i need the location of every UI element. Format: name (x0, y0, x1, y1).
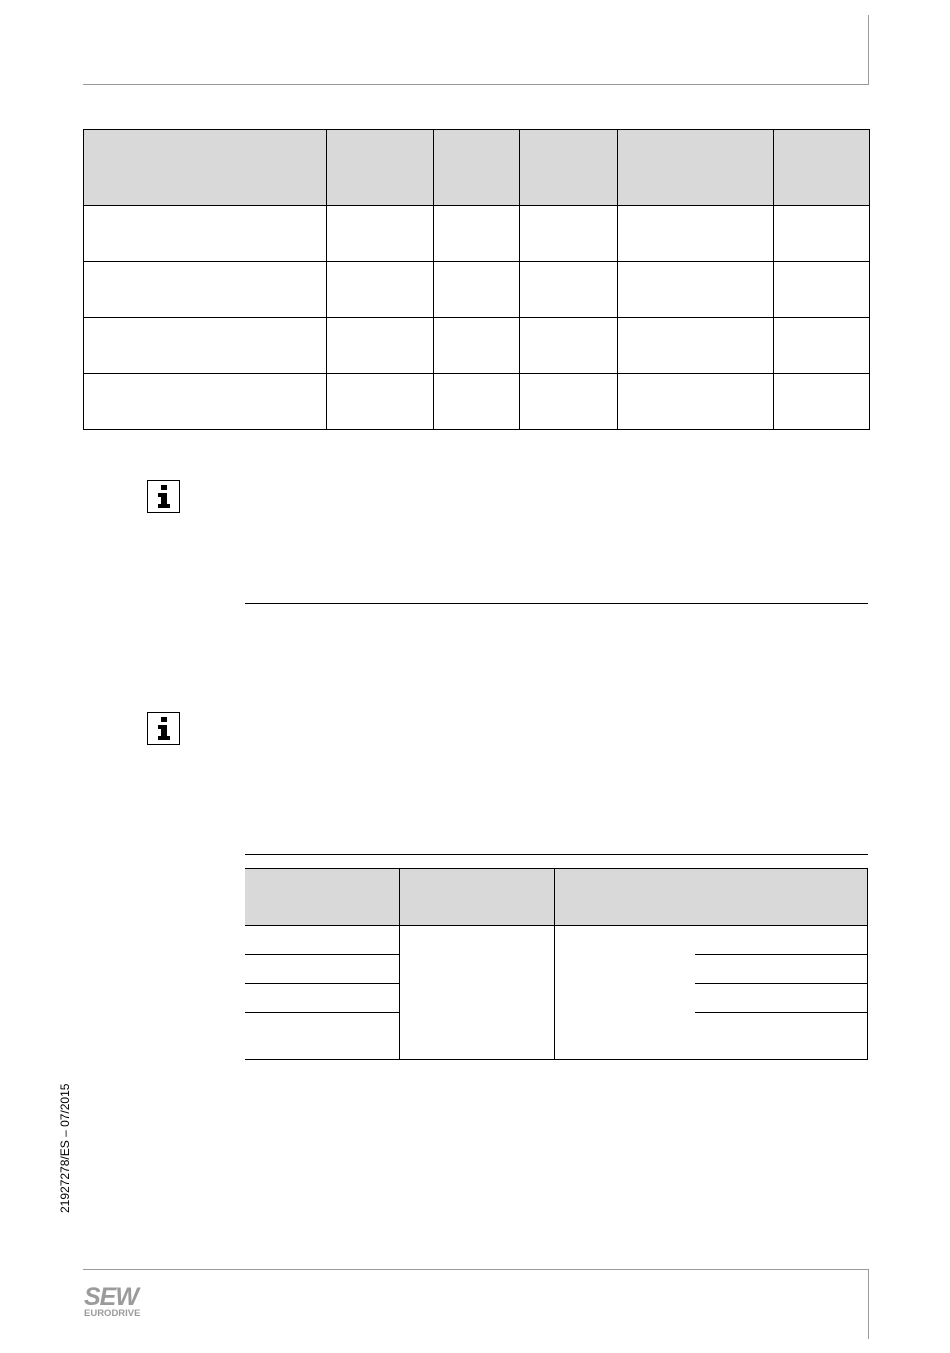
header-side-rule (868, 15, 869, 85)
table-cell (327, 318, 434, 374)
table-line (245, 1012, 399, 1013)
header-cell (520, 130, 618, 206)
table-cell (84, 262, 327, 318)
svg-text:EURODRIVE: EURODRIVE (84, 1308, 141, 1319)
table-cell (434, 262, 520, 318)
table-cell (618, 206, 774, 262)
header-cell (555, 868, 868, 925)
table-line (867, 868, 868, 1060)
header-cell (434, 130, 520, 206)
data-table-2 (245, 868, 868, 1060)
data-table-1 (83, 129, 870, 430)
header-cell (84, 130, 327, 206)
table-cell (84, 206, 327, 262)
footer-rule (83, 1269, 869, 1270)
table-row (84, 318, 870, 374)
svg-text:SEW: SEW (84, 1283, 138, 1311)
document-code: 21927278/ES – 07/2015 (58, 1083, 72, 1213)
sew-eurodrive-logo (83, 1283, 155, 1319)
table-cell (618, 262, 774, 318)
table-line (695, 983, 868, 984)
table-line (399, 868, 400, 1060)
table-line (245, 1059, 868, 1060)
table-row (84, 206, 870, 262)
table-line (695, 954, 868, 955)
header-cell (618, 130, 774, 206)
table-cell (774, 262, 870, 318)
info-glyph (156, 485, 172, 509)
header-cell (400, 868, 554, 925)
table-cell (434, 374, 520, 430)
table-cell (618, 374, 774, 430)
table-cell (327, 206, 434, 262)
table-cell (434, 206, 520, 262)
table-line (554, 868, 555, 1060)
footer-side-rule (868, 1269, 869, 1339)
header-cell (774, 130, 870, 206)
table-cell (774, 206, 870, 262)
table-cell (84, 374, 327, 430)
table-cell (774, 318, 870, 374)
info-icon (147, 712, 180, 745)
table-line (695, 1012, 868, 1013)
header-rule (83, 84, 869, 85)
section-rule (245, 603, 868, 604)
table-row (84, 262, 870, 318)
table-line (245, 868, 868, 869)
table-cell (84, 318, 327, 374)
info-glyph (156, 717, 172, 741)
table-cell (520, 374, 618, 430)
table-row (84, 374, 870, 430)
table-line (245, 954, 399, 955)
table-cell (618, 318, 774, 374)
table-cell (327, 374, 434, 430)
table-cell (434, 318, 520, 374)
table-cell (520, 206, 618, 262)
table-cell (327, 262, 434, 318)
table-header-row (84, 130, 870, 206)
table-cell (774, 374, 870, 430)
table-line (245, 925, 868, 926)
info-icon (147, 480, 180, 513)
section-rule (245, 854, 868, 855)
table-cell (520, 318, 618, 374)
header-cell (327, 130, 434, 206)
table-cell (520, 262, 618, 318)
table-line (245, 983, 399, 984)
header-cell (245, 868, 399, 925)
